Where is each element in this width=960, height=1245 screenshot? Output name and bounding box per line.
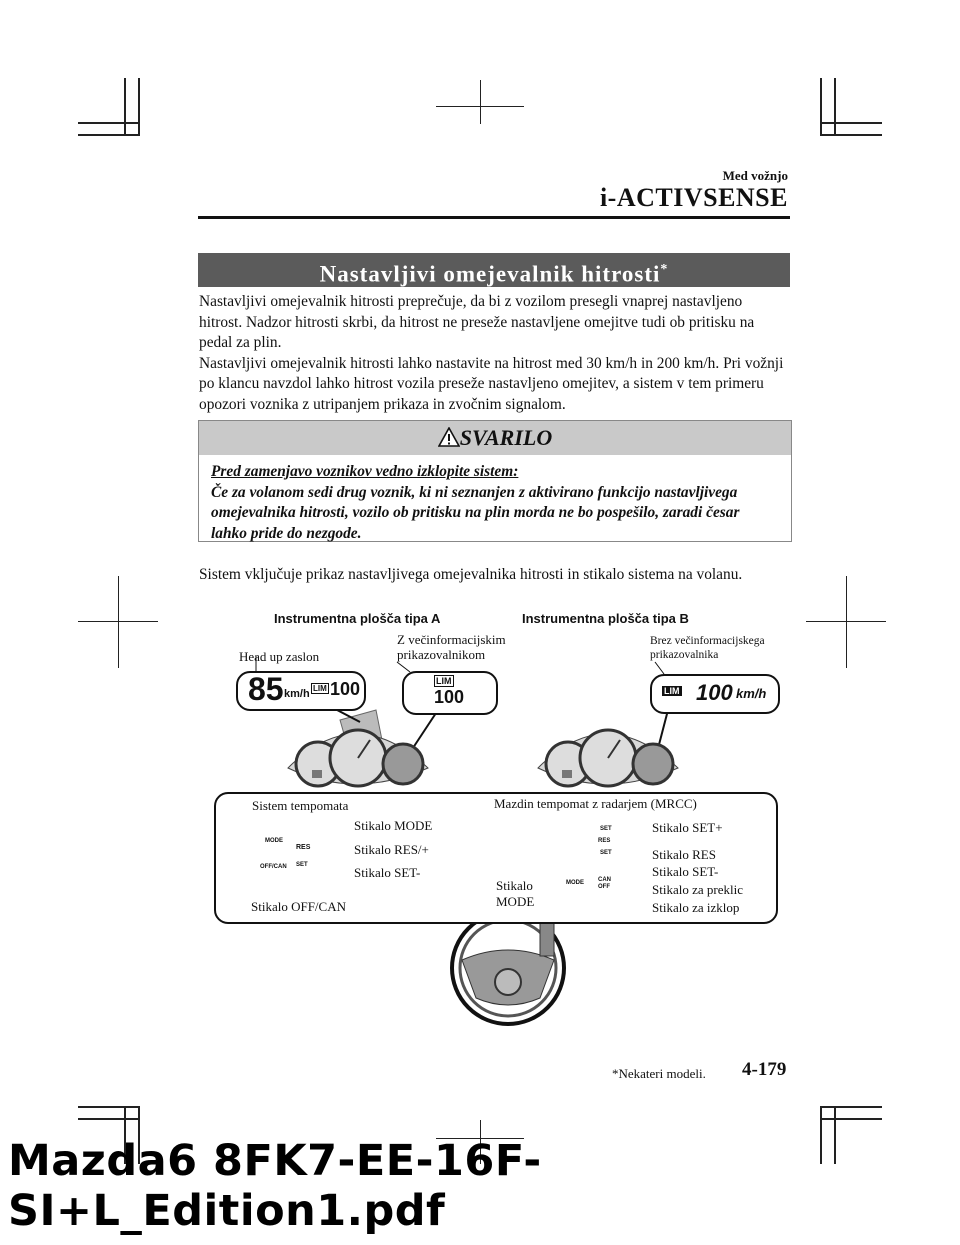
- hud-speed: 85: [248, 671, 284, 707]
- set-plus-button: SET: [600, 826, 612, 832]
- hud-display: [236, 671, 366, 711]
- b-unit: km/h: [736, 686, 767, 701]
- section-header: Med vožnjo: [722, 168, 788, 183]
- set-minus-button: SET: [600, 850, 612, 856]
- res-switch-label: Stikalo RES/+: [354, 842, 429, 857]
- hud-unit: km/h: [284, 688, 310, 700]
- footnote: *Nekateri modeli.: [612, 1066, 706, 1081]
- section-title-text: Nastavljivi omejevalnik hitrosti: [319, 261, 661, 287]
- mode-switch-label: MODE: [496, 894, 535, 909]
- chapter-header: i-ACTIVSENSE: [599, 183, 788, 212]
- can-button: CAN: [598, 877, 611, 883]
- res-button: RES: [296, 844, 311, 851]
- cruise-system-label: Sistem tempomata: [252, 798, 349, 813]
- warning-title: SVARILO: [459, 425, 553, 450]
- paragraph: Nastavljivi omejevalnik hitrosti lahko nastavite na hitrost med 30 km/h in 200 km/h. Pri vožnji po klancu navzdol lahko hitrost vozila preseže nastavljeno omejitev, a sistem v tem primeru opozori voznika z utripanjem prikaza in zvočnim signalom.: [199, 354, 784, 413]
- no-multi-display-label: Brez večinformacijskega: [650, 635, 765, 647]
- mode-switch-label: Stikalo: [496, 878, 533, 893]
- off-switch-label: Stikalo za izklop: [652, 900, 740, 915]
- off-button: OFF: [598, 884, 610, 890]
- multi-info-display: [402, 671, 498, 715]
- multi-limit: 100: [434, 687, 465, 707]
- cluster-b-display: [650, 674, 780, 714]
- mrcc-label: Mazdin tempomat z radarjem (MRCC): [494, 796, 697, 811]
- paragraph: Nastavljivi omejevalnik hitrosti preprečuje, da bi z vozilom presegli vnaprej nastavljeno hitrost. Nadzor hitrosti skrbi, da hitrost ne preseže nastavljene omejitve tudi ob pritisku na pedal za plin.: [199, 293, 755, 351]
- warning-line: Če za volanom sedi drug voznik, ki ni seznanjen z aktivirano funkcijo nastavljivega omejevalnika hitrosti, vozilo ob pritisku na plin morda ne bo pospešilo, zaradi česar lahko pride do nezgode.: [211, 483, 740, 542]
- hud-limit: 100: [330, 679, 361, 699]
- panel-a-label: Instrumentna plošča tipa A: [274, 611, 441, 626]
- set-switch-label: Stikalo SET-: [354, 865, 421, 880]
- multi-display-label: Z večinformacijskim: [397, 632, 506, 647]
- mode-button: MODE: [265, 838, 283, 844]
- page-number: 4-179: [742, 1059, 787, 1080]
- document-filename: Mazda6 8FK7-EE-16F-SI+L_Edition1.pdf: [8, 1136, 542, 1236]
- warning-line: Pred zamenjavo voznikov vedno izklopite sistem:: [211, 463, 519, 480]
- res-button: RES: [598, 838, 611, 844]
- b-limit: 100: [696, 680, 733, 705]
- lim-icon: LIM: [313, 684, 327, 693]
- lim-icon: LIM: [436, 676, 452, 686]
- figure-intro: Sistem vključuje prikaz nastavljivega omejevalnika hitrosti in stikalo sistema na volanu.: [199, 566, 743, 583]
- head-up-label: Head up zaslon: [239, 649, 320, 664]
- set-plus-switch-label: Stikalo SET+: [652, 820, 723, 835]
- mode-button: MODE: [566, 880, 584, 886]
- offcan-switch-label: Stikalo OFF/CAN: [251, 899, 346, 914]
- multi-display-label: prikazovalnikom: [397, 647, 486, 662]
- set-minus-switch-label: Stikalo SET-: [652, 864, 719, 879]
- cancel-switch-label: Stikalo za preklic: [652, 882, 743, 897]
- set-button: SET: [296, 862, 308, 868]
- res-switch-label: Stikalo RES: [652, 847, 716, 862]
- panel-b-label: Instrumentna plošča tipa B: [522, 611, 689, 626]
- lim-icon: LIM: [664, 686, 680, 696]
- offcan-button: OFF/CAN: [260, 864, 287, 870]
- title-asterisk: *: [660, 262, 669, 277]
- no-multi-display-label: prikazovalnika: [650, 649, 719, 661]
- mode-switch-label: Stikalo MODE: [354, 818, 433, 833]
